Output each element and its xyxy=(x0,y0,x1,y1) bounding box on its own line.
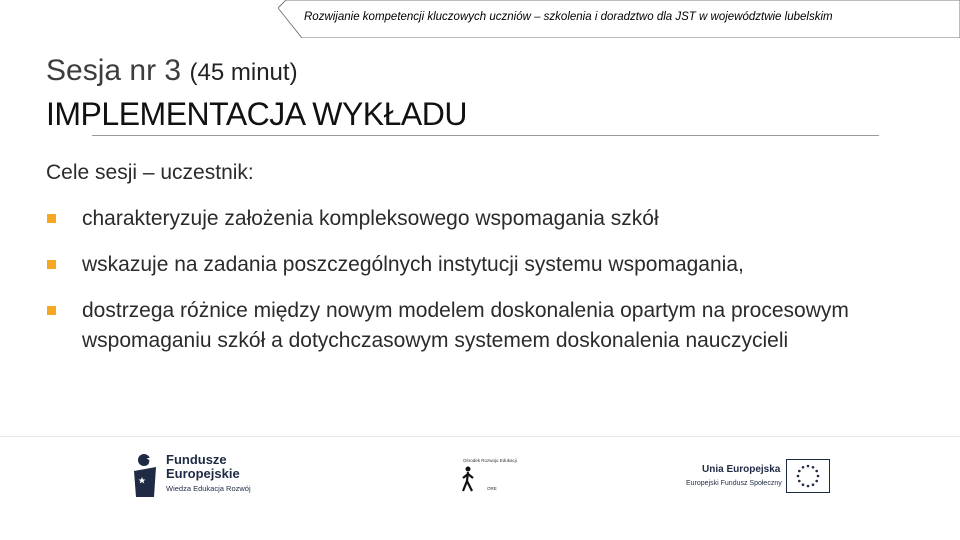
eu-logo xyxy=(686,457,832,495)
eu-logo-title: Unia Europejska xyxy=(702,464,781,475)
fe-emblem-icon xyxy=(130,451,162,499)
eu-stars-icon xyxy=(787,460,829,492)
eu-logo-subtitle: Europejski Fundusz Społeczny xyxy=(686,480,782,487)
eu-flag-icon xyxy=(786,459,830,493)
fe-logo-text: Fundusze Europejskie xyxy=(166,452,240,481)
bullet-square-icon xyxy=(47,260,56,269)
bullet-square-icon xyxy=(47,214,56,223)
center-logo-text: Ośrodek Rozwoju Edukacji xyxy=(463,458,517,463)
page-title: IMPLEMENTACJA WYKŁADU xyxy=(46,96,467,132)
header-tab xyxy=(278,0,960,38)
fe-logo-subtitle: Wiedza Edukacja Rozwój xyxy=(166,484,251,493)
walking-figure-icon xyxy=(461,466,475,492)
list-item xyxy=(46,204,926,234)
list-item xyxy=(46,250,926,280)
session-duration: (45 minut) xyxy=(189,59,298,86)
session-heading xyxy=(46,54,298,88)
goal-text: charakteryzuje założenia kompleksowego wspomagania szkół xyxy=(82,207,659,230)
list-item xyxy=(46,296,926,356)
project-title: Rozwijanie kompetencji kluczowych uczniów – szkolenia i doradztwo dla JST w województwie lubelskim xyxy=(304,11,833,23)
goals-list xyxy=(46,204,926,372)
center-institution-logo xyxy=(455,458,517,498)
goal-text: dostrzega różnice między nowym modelem doskonalenia opartym na procesowym wspomaganiu szkół a dotychczasowym systemem doskonalenia nauczycieli xyxy=(82,299,849,352)
fundusze-europejskie-logo xyxy=(130,451,270,501)
goals-intro: Cele sesji – uczestnik: xyxy=(46,161,254,184)
title-divider xyxy=(92,135,879,136)
session-label: Sesja nr 3 xyxy=(46,54,182,87)
bullet-square-icon xyxy=(47,306,56,315)
goal-text: wskazuje na zadania poszczególnych instytucji systemu wspomagania, xyxy=(82,253,744,276)
center-logo-abbrev: ORE xyxy=(487,486,497,491)
